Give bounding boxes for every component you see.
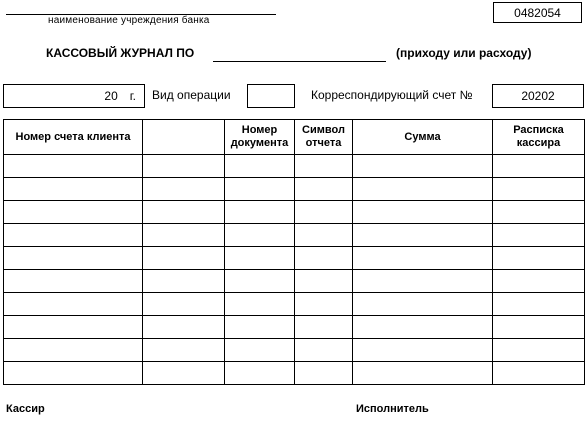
operation-type-field[interactable] — [247, 84, 295, 108]
cell-blank[interactable] — [143, 155, 225, 178]
cell-document-number[interactable] — [225, 247, 295, 270]
journal-type-field[interactable] — [213, 61, 386, 62]
cell-amount[interactable] — [353, 178, 493, 201]
cell-blank[interactable] — [143, 201, 225, 224]
cell-document-number[interactable] — [225, 178, 295, 201]
cell-client-account[interactable] — [4, 316, 143, 339]
table-row — [4, 339, 585, 362]
journal-body — [4, 155, 585, 385]
cell-blank[interactable] — [143, 339, 225, 362]
cell-amount[interactable] — [353, 224, 493, 247]
cell-blank[interactable] — [143, 316, 225, 339]
table-row — [4, 155, 585, 178]
cell-client-account[interactable] — [4, 201, 143, 224]
cell-cashier-receipt[interactable] — [493, 224, 585, 247]
cell-cashier-receipt[interactable] — [493, 270, 585, 293]
col-header-document-number: Номер документа — [225, 120, 295, 155]
cell-report-symbol[interactable] — [295, 178, 353, 201]
table-header-row — [4, 120, 585, 155]
form-code-box: 0482054 — [493, 2, 582, 23]
cell-client-account[interactable] — [4, 362, 143, 385]
cell-client-account[interactable] — [4, 270, 143, 293]
cell-blank[interactable] — [143, 224, 225, 247]
table-row — [4, 270, 585, 293]
cell-report-symbol[interactable] — [295, 339, 353, 362]
cell-amount[interactable] — [353, 270, 493, 293]
table-row — [4, 178, 585, 201]
col-header-client-account: Номер счета клиента — [4, 120, 143, 155]
cell-amount[interactable] — [353, 339, 493, 362]
journal-title: КАССОВЫЙ ЖУРНАЛ ПО — [46, 46, 195, 60]
cell-client-account[interactable] — [4, 339, 143, 362]
cell-cashier-receipt[interactable] — [493, 155, 585, 178]
cell-cashier-receipt[interactable] — [493, 201, 585, 224]
cell-amount[interactable] — [353, 201, 493, 224]
cell-document-number[interactable] — [225, 155, 295, 178]
table-row — [4, 224, 585, 247]
journal-type-hint: (приходу или расходу) — [396, 46, 532, 60]
cell-report-symbol[interactable] — [295, 362, 353, 385]
executor-signature-label: Исполнитель — [356, 403, 429, 415]
col-header-amount: Сумма — [353, 120, 493, 155]
cell-document-number[interactable] — [225, 201, 295, 224]
cell-cashier-receipt[interactable] — [493, 362, 585, 385]
cell-blank[interactable] — [143, 247, 225, 270]
cell-report-symbol[interactable] — [295, 155, 353, 178]
cell-blank[interactable] — [143, 362, 225, 385]
cell-document-number[interactable] — [225, 293, 295, 316]
cell-report-symbol[interactable] — [295, 270, 353, 293]
table-row — [4, 247, 585, 270]
table-row — [4, 201, 585, 224]
cell-report-symbol[interactable] — [295, 224, 353, 247]
cell-report-symbol[interactable] — [295, 247, 353, 270]
cell-document-number[interactable] — [225, 316, 295, 339]
year-unit: г. — [129, 89, 136, 103]
cell-cashier-receipt[interactable] — [493, 247, 585, 270]
journal-table — [3, 119, 585, 385]
col-header-blank — [143, 120, 225, 155]
col-header-cashier-receipt: Расписка кассира — [493, 120, 585, 155]
cell-amount[interactable] — [353, 293, 493, 316]
cell-report-symbol[interactable] — [295, 316, 353, 339]
cell-document-number[interactable] — [225, 339, 295, 362]
cell-cashier-receipt[interactable] — [493, 316, 585, 339]
cell-client-account[interactable] — [4, 224, 143, 247]
cashier-signature-label: Кассир — [6, 403, 45, 415]
cell-blank[interactable] — [143, 178, 225, 201]
year-value: 20 — [104, 89, 118, 103]
table-row — [4, 293, 585, 316]
table-row — [4, 362, 585, 385]
cell-amount[interactable] — [353, 155, 493, 178]
cell-blank[interactable] — [143, 270, 225, 293]
cell-document-number[interactable] — [225, 270, 295, 293]
cell-blank[interactable] — [143, 293, 225, 316]
bank-name-caption: наименование учреждения банка — [48, 15, 210, 26]
corr-account-field[interactable]: 20202 — [492, 84, 584, 108]
cell-amount[interactable] — [353, 316, 493, 339]
cell-client-account[interactable] — [4, 155, 143, 178]
cell-document-number[interactable] — [225, 362, 295, 385]
cell-amount[interactable] — [353, 362, 493, 385]
col-header-report-symbol: Символ отчета — [295, 120, 353, 155]
cell-cashier-receipt[interactable] — [493, 178, 585, 201]
cell-client-account[interactable] — [4, 293, 143, 316]
cell-cashier-receipt[interactable] — [493, 339, 585, 362]
cell-report-symbol[interactable] — [295, 201, 353, 224]
cell-document-number[interactable] — [225, 224, 295, 247]
operation-type-label: Вид операции — [152, 88, 231, 102]
cell-amount[interactable] — [353, 247, 493, 270]
table-row — [4, 316, 585, 339]
year-field[interactable] — [3, 84, 145, 108]
cell-client-account[interactable] — [4, 247, 143, 270]
cell-client-account[interactable] — [4, 178, 143, 201]
cell-report-symbol[interactable] — [295, 293, 353, 316]
cell-cashier-receipt[interactable] — [493, 293, 585, 316]
corr-account-label: Корреспондирующий счет № — [311, 88, 473, 102]
